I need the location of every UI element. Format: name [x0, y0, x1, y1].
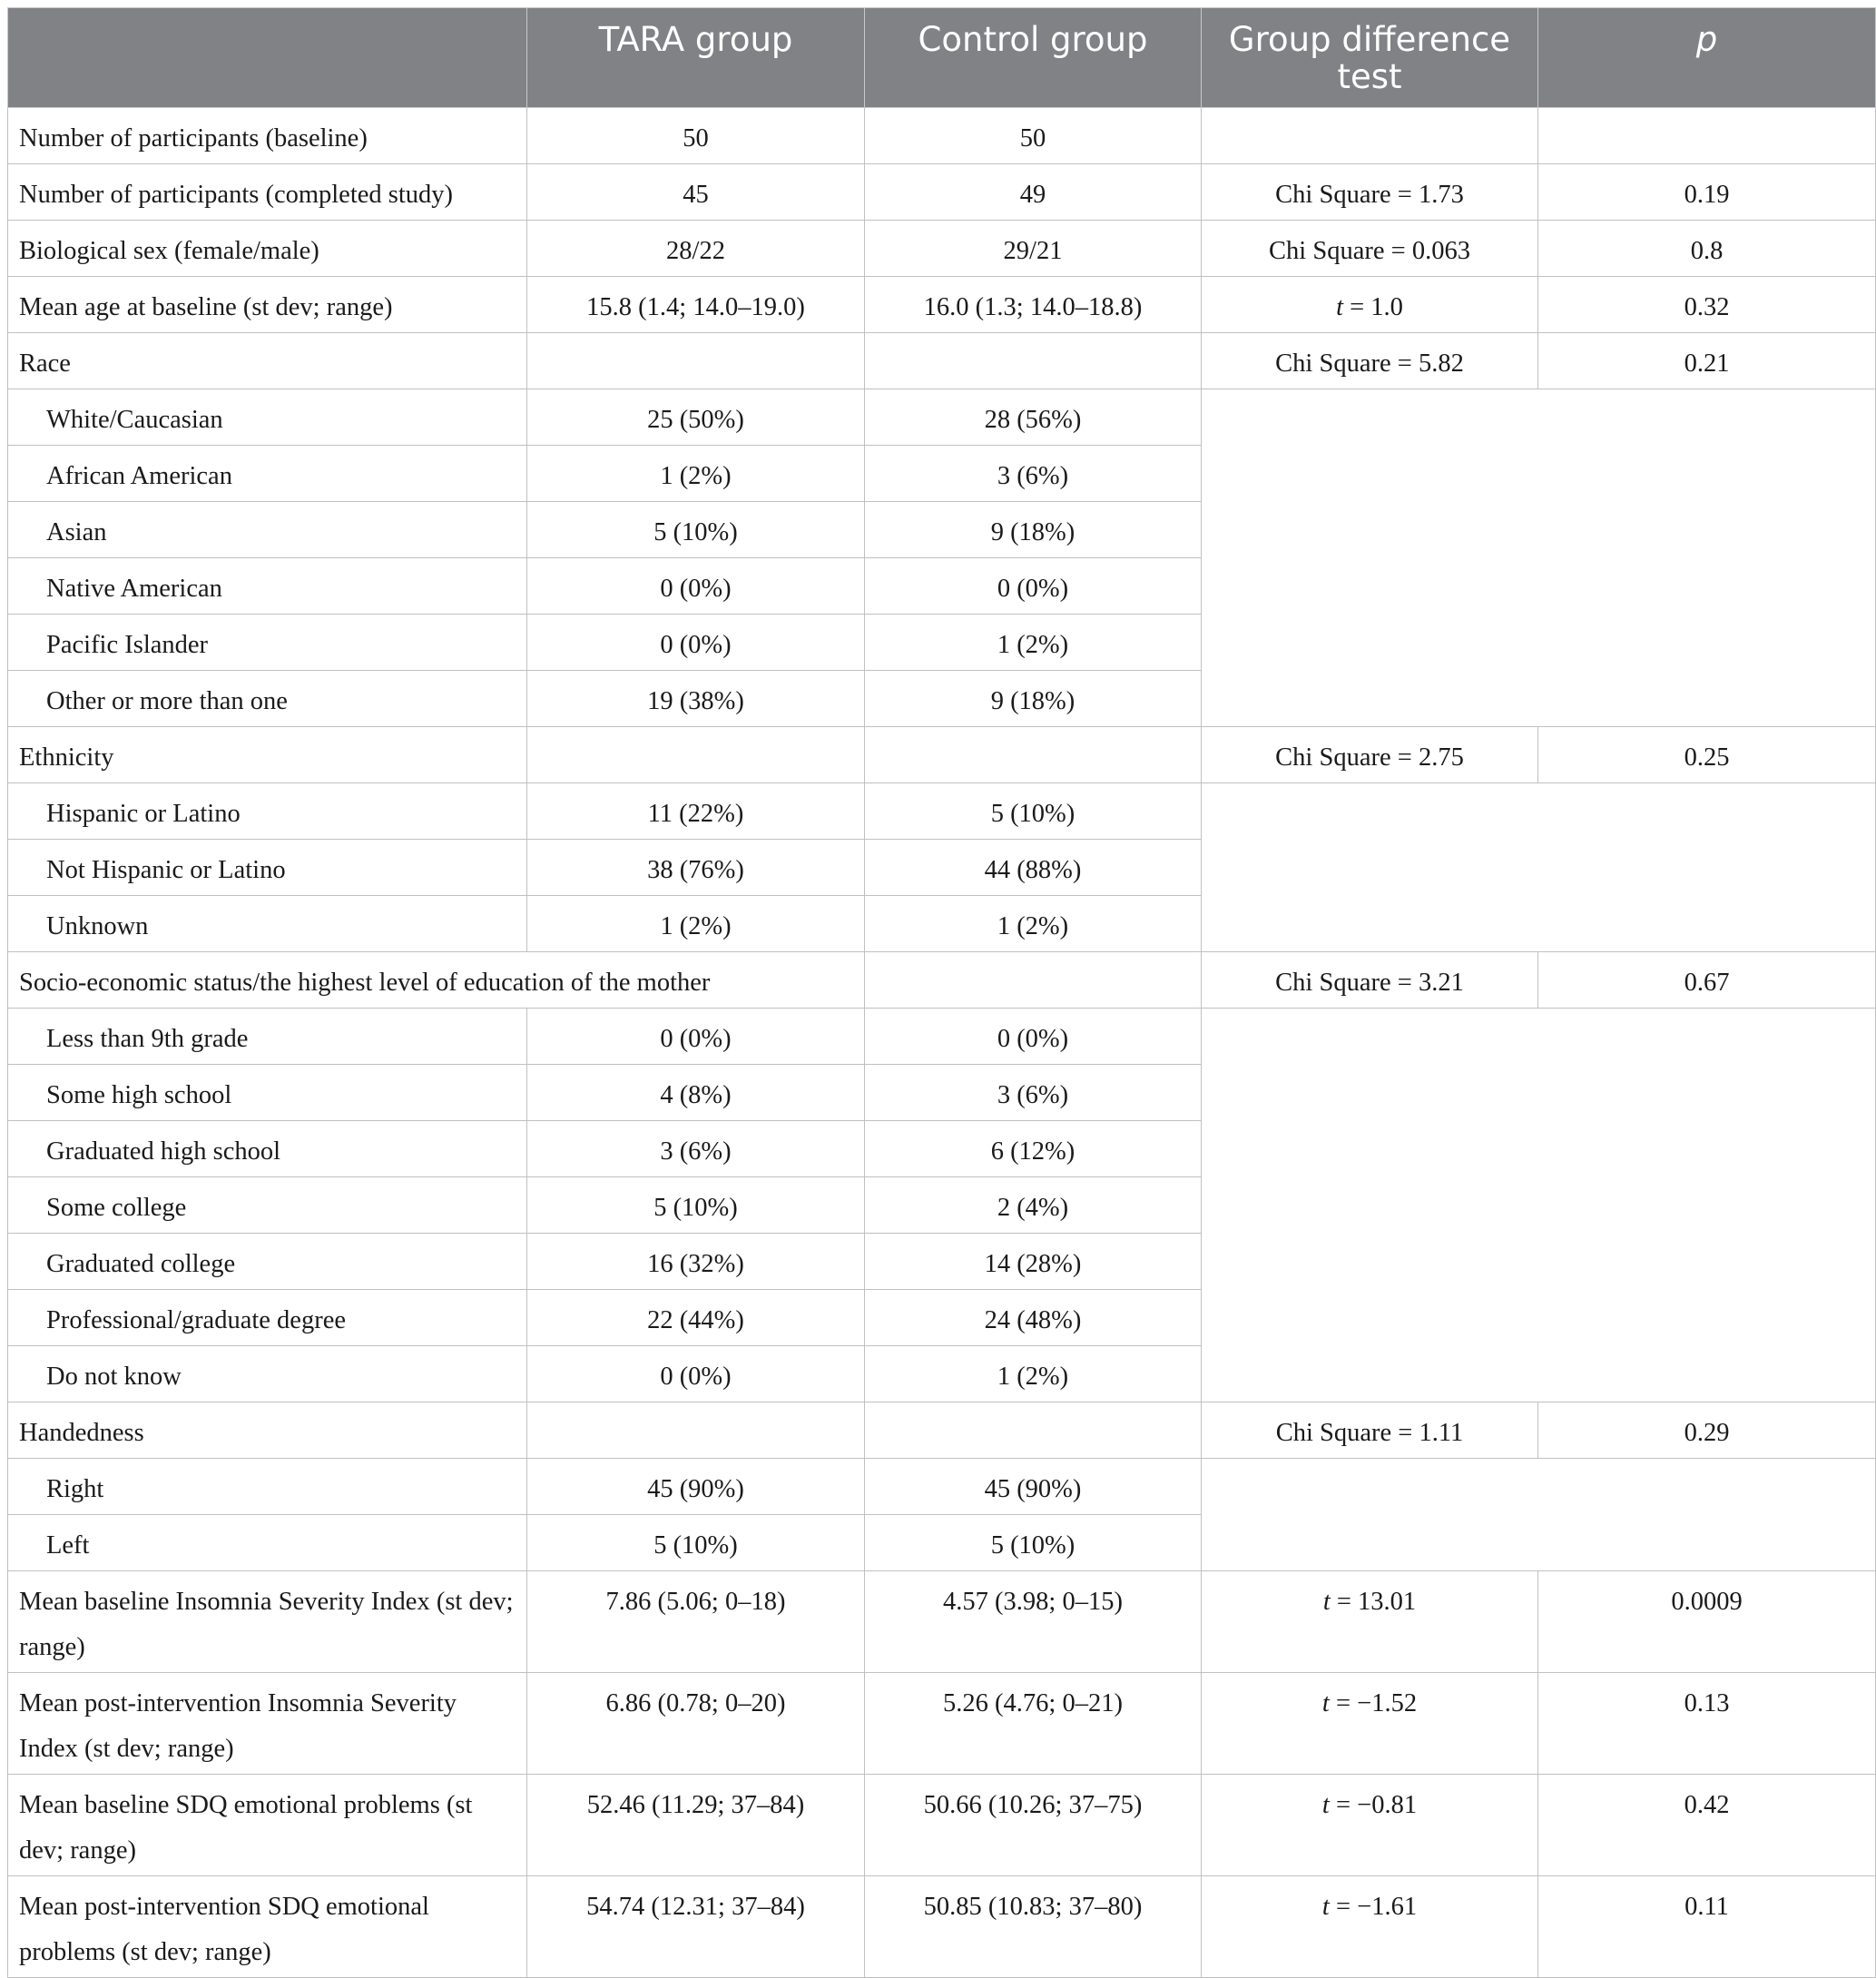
test-value: Chi Square = 2.75	[1202, 727, 1538, 783]
table-row	[8, 1571, 1876, 1673]
control-value: 0 (0%)	[865, 1009, 1202, 1065]
p-value: 0.42	[1538, 1775, 1876, 1876]
tara-value: 25 (50%)	[527, 389, 865, 446]
tara-value: 6.86 (0.78; 0–20)	[527, 1673, 865, 1775]
control-value: 2 (4%)	[865, 1177, 1202, 1234]
test-value: Chi Square = 5.82	[1202, 333, 1538, 389]
p-value: 0.67	[1538, 952, 1876, 1009]
demographics-table-wrapper	[7, 7, 1875, 1978]
tara-value	[527, 1402, 865, 1459]
control-value: 44 (88%)	[865, 840, 1202, 896]
test-value	[1202, 108, 1538, 164]
tara-value: 50	[527, 108, 865, 164]
header-tara-group: TARA group	[527, 8, 865, 108]
table-row	[8, 221, 1876, 277]
row-label: Pacific Islander	[8, 615, 527, 671]
p-value: 0.19	[1538, 164, 1876, 221]
test-value	[1202, 1571, 1538, 1673]
tara-value: 52.46 (11.29; 37–84)	[527, 1775, 865, 1876]
header-group-difference-test: Group difference test	[1202, 8, 1538, 108]
test-value	[1202, 1775, 1538, 1876]
control-value: 3 (6%)	[865, 1065, 1202, 1121]
table-row	[8, 727, 1876, 783]
row-label: Professional/graduate degree	[8, 1290, 527, 1346]
control-value: 5.26 (4.76; 0–21)	[865, 1673, 1202, 1775]
tara-value: 0 (0%)	[527, 1346, 865, 1402]
demographics-table	[7, 7, 1876, 1978]
row-label: Other or more than one	[8, 671, 527, 727]
row-label: Mean age at baseline (st dev; range)	[8, 277, 527, 333]
row-label: Graduated high school	[8, 1121, 527, 1177]
tara-value: 7.86 (5.06; 0–18)	[527, 1571, 865, 1673]
tara-value: 38 (76%)	[527, 840, 865, 896]
test-value: Chi Square = 0.063	[1202, 221, 1538, 277]
control-value: 9 (18%)	[865, 671, 1202, 727]
control-value	[865, 1402, 1202, 1459]
control-value: 3 (6%)	[865, 446, 1202, 502]
test-statistic-value: = −1.61	[1329, 1893, 1418, 1921]
control-value: 49	[865, 164, 1202, 221]
table-header-row	[8, 8, 1876, 108]
row-label: Graduated college	[8, 1234, 527, 1290]
tara-value: 16 (32%)	[527, 1234, 865, 1290]
control-value	[865, 333, 1202, 389]
test-statistic: t	[1321, 1893, 1330, 1921]
control-value	[865, 727, 1202, 783]
test-statistic-value: = 13.01	[1330, 1588, 1417, 1616]
control-value: 45 (90%)	[865, 1459, 1202, 1515]
row-label: Number of participants (completed study)	[8, 164, 527, 221]
control-value: 16.0 (1.3; 14.0–18.8)	[865, 277, 1202, 333]
row-label: Less than 9th grade	[8, 1009, 527, 1065]
test-statistic: t	[1336, 293, 1343, 321]
row-label: African American	[8, 446, 527, 502]
control-value: 29/21	[865, 221, 1202, 277]
tara-value: 0 (0%)	[527, 615, 865, 671]
header-p-value: p	[1538, 8, 1876, 108]
table-row	[8, 1775, 1876, 1876]
control-value: 5 (10%)	[865, 783, 1202, 840]
header-control-group: Control group	[865, 8, 1202, 108]
tara-value: 45	[527, 164, 865, 221]
table-row	[8, 108, 1876, 164]
tara-value: 19 (38%)	[527, 671, 865, 727]
p-value: 0.0009	[1538, 1571, 1876, 1673]
control-value: 6 (12%)	[865, 1121, 1202, 1177]
test-statistic-value: = −0.81	[1329, 1791, 1418, 1819]
test-value: Chi Square = 1.73	[1202, 164, 1538, 221]
tara-value: 3 (6%)	[527, 1121, 865, 1177]
control-value: 9 (18%)	[865, 502, 1202, 558]
tara-value: 22 (44%)	[527, 1290, 865, 1346]
table-row	[8, 333, 1876, 389]
tara-value: 4 (8%)	[527, 1065, 865, 1121]
row-label: Some college	[8, 1177, 527, 1234]
control-value: 50	[865, 108, 1202, 164]
table-row	[8, 952, 1876, 1009]
control-value: 24 (48%)	[865, 1290, 1202, 1346]
row-label: Socio-economic status/the highest level of education of the mother	[8, 952, 865, 1009]
p-value: 0.25	[1538, 727, 1876, 783]
row-label: Race	[8, 333, 527, 389]
row-label: Mean post-intervention SDQ emotional problems (st dev; range)	[8, 1876, 527, 1978]
test-statistic: t	[1322, 1588, 1331, 1616]
tara-value: 5 (10%)	[527, 1177, 865, 1234]
test-statistic-value: = 1.0	[1342, 293, 1403, 321]
control-value: 1 (2%)	[865, 615, 1202, 671]
empty-merged-cell	[1202, 389, 1876, 727]
p-value	[1538, 108, 1876, 164]
tara-value: 15.8 (1.4; 14.0–19.0)	[527, 277, 865, 333]
row-label: Some high school	[8, 1065, 527, 1121]
test-statistic: t	[1321, 1791, 1330, 1819]
row-label: Left	[8, 1515, 527, 1571]
row-label: Do not know	[8, 1346, 527, 1402]
row-label: Unknown	[8, 896, 527, 952]
control-value: 28 (56%)	[865, 389, 1202, 446]
table-row	[8, 277, 1876, 333]
table-row	[8, 389, 1876, 446]
p-value: 0.29	[1538, 1402, 1876, 1459]
control-value: 50.66 (10.26; 37–75)	[865, 1775, 1202, 1876]
empty-merged-cell	[1202, 783, 1876, 952]
row-label: Mean baseline Insomnia Severity Index (st dev; range)	[8, 1571, 527, 1673]
row-label: Hispanic or Latino	[8, 783, 527, 840]
test-value	[1202, 1673, 1538, 1775]
test-value	[1202, 277, 1538, 333]
tara-value: 5 (10%)	[527, 502, 865, 558]
control-value: 4.57 (3.98; 0–15)	[865, 1571, 1202, 1673]
tara-value	[527, 727, 865, 783]
table-row	[8, 164, 1876, 221]
p-value: 0.32	[1538, 277, 1876, 333]
tara-value: 1 (2%)	[527, 446, 865, 502]
header-label	[8, 8, 527, 108]
control-value	[865, 952, 1202, 1009]
tara-value: 5 (10%)	[527, 1515, 865, 1571]
control-value: 1 (2%)	[865, 896, 1202, 952]
tara-value: 28/22	[527, 221, 865, 277]
control-value: 5 (10%)	[865, 1515, 1202, 1571]
table-row	[8, 1402, 1876, 1459]
row-label: Asian	[8, 502, 527, 558]
row-label: Native American	[8, 558, 527, 615]
p-value: 0.13	[1538, 1673, 1876, 1775]
control-value: 1 (2%)	[865, 1346, 1202, 1402]
p-value: 0.11	[1538, 1876, 1876, 1978]
test-statistic: t	[1321, 1689, 1330, 1717]
test-value: Chi Square = 3.21	[1202, 952, 1538, 1009]
empty-merged-cell	[1202, 1459, 1876, 1571]
control-value: 0 (0%)	[865, 558, 1202, 615]
tara-value: 0 (0%)	[527, 1009, 865, 1065]
test-value	[1202, 1876, 1538, 1978]
control-value: 14 (28%)	[865, 1234, 1202, 1290]
row-label: Biological sex (female/male)	[8, 221, 527, 277]
empty-merged-cell	[1202, 1009, 1876, 1402]
row-label: Ethnicity	[8, 727, 527, 783]
table-row	[8, 1459, 1876, 1515]
row-label: Handedness	[8, 1402, 527, 1459]
tara-value	[527, 333, 865, 389]
tara-value: 1 (2%)	[527, 896, 865, 952]
tara-value: 11 (22%)	[527, 783, 865, 840]
row-label: Not Hispanic or Latino	[8, 840, 527, 896]
tara-value: 0 (0%)	[527, 558, 865, 615]
table-row	[8, 1673, 1876, 1775]
test-value: Chi Square = 1.11	[1202, 1402, 1538, 1459]
table-row	[8, 1876, 1876, 1978]
table-row	[8, 1009, 1876, 1065]
row-label: White/Caucasian	[8, 389, 527, 446]
table-row	[8, 783, 1876, 840]
tara-value: 45 (90%)	[527, 1459, 865, 1515]
p-value: 0.8	[1538, 221, 1876, 277]
row-label: Number of participants (baseline)	[8, 108, 527, 164]
row-label: Mean baseline SDQ emotional problems (st dev; range)	[8, 1775, 527, 1876]
row-label: Right	[8, 1459, 527, 1515]
tara-value: 54.74 (12.31; 37–84)	[527, 1876, 865, 1978]
control-value: 50.85 (10.83; 37–80)	[865, 1876, 1202, 1978]
test-statistic-value: = −1.52	[1329, 1689, 1418, 1717]
row-label: Mean post-intervention Insomnia Severity Index (st dev; range)	[8, 1673, 527, 1775]
p-value: 0.21	[1538, 333, 1876, 389]
